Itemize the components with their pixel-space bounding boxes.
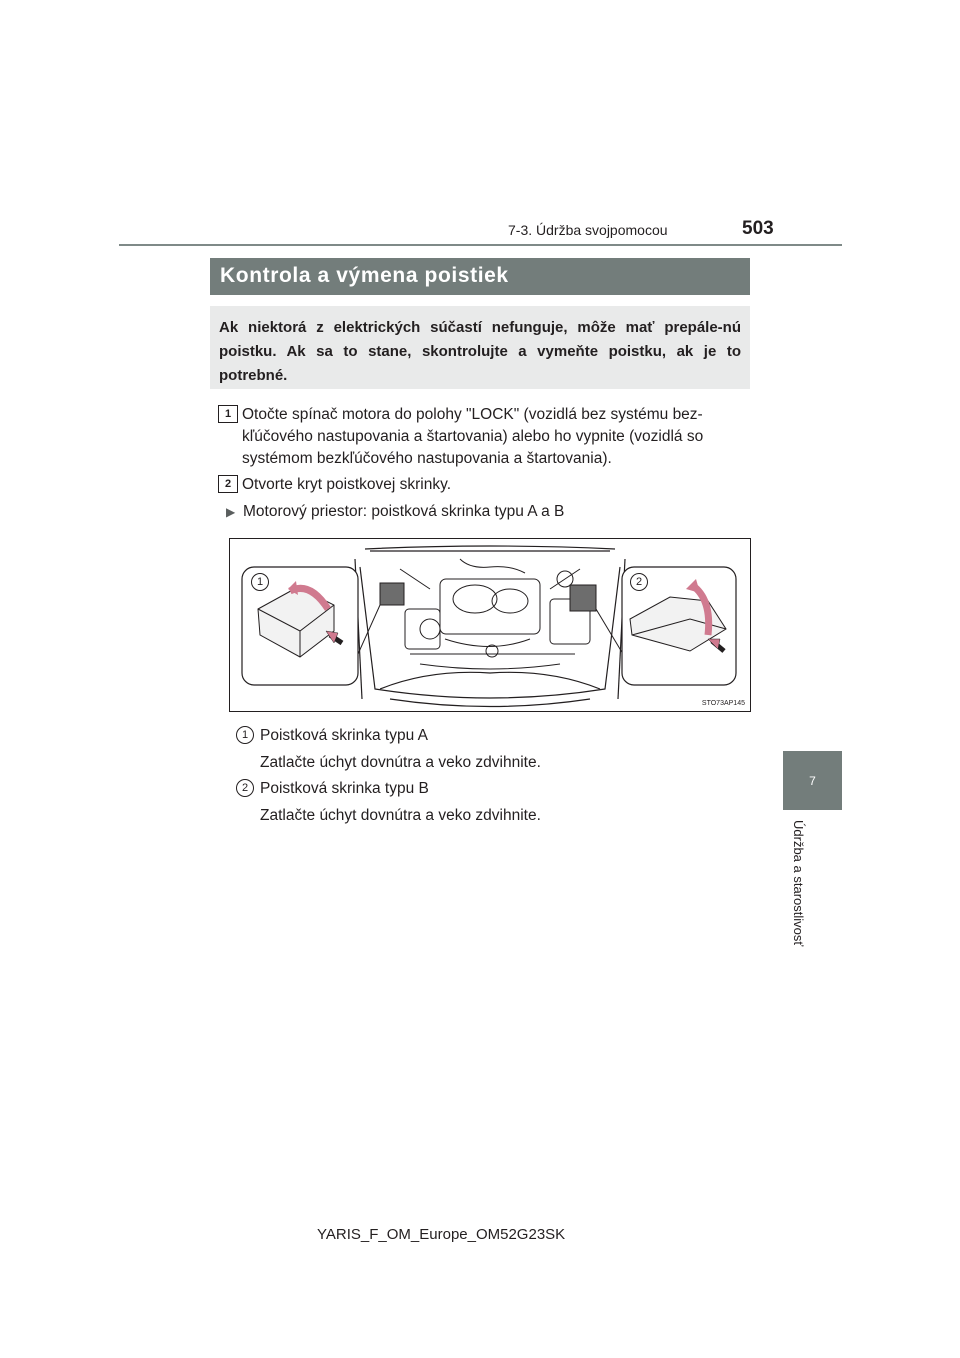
- step-2-text: Otvorte kryt poistkovej skrinky.: [242, 476, 452, 493]
- callout-2-description: Zatlačte úchyt dovnútra a veko zdvihnite.: [260, 807, 541, 824]
- callout-1-description: Zatlačte úchyt dovnútra a veko zdvihnite.: [260, 754, 541, 771]
- footer-model-code: YARIS_F_OM_Europe_OM52G23SK: [317, 1226, 566, 1243]
- callout-number-2: 2: [236, 779, 254, 797]
- chapter-number: 7: [809, 773, 816, 788]
- step-1-line: systémom bezkľúčového nastupovania a štartovania).: [242, 450, 612, 467]
- intro-box: [210, 306, 750, 389]
- step-badge-1: 1: [218, 405, 238, 423]
- chapter-tab: [783, 751, 842, 810]
- figure-code: STO73AP145: [701, 700, 745, 707]
- engine-bay-illustration: [229, 538, 751, 712]
- chapter-title: [783, 820, 813, 970]
- step-badge-2: 2: [218, 475, 238, 493]
- chapter-title-text: Údržba a starostlivosť: [791, 820, 806, 947]
- step-1-line: kľúčového nastupovania a štartovania) alebo ho vypnite (vozidlá so: [242, 428, 704, 445]
- page-number: 503: [742, 218, 774, 239]
- bullet-arrow-icon: ▶: [226, 505, 236, 519]
- intro-text: Ak niektorá z elektrických súčastí nefunguje, môže mať prepále-nú poistku. Ak sa to stane, skontrolujte a vymeňte poistku, ak je to potrebné.: [219, 319, 741, 384]
- callout-number-1: 1: [236, 726, 254, 744]
- section-title-bar: [210, 258, 750, 295]
- illustration-callout-2: 2: [630, 573, 648, 591]
- engine-bay-drawing: [230, 539, 750, 711]
- step-1-line: Otočte spínač motora do polohy "LOCK" (vozidlá bez systému bez-: [242, 406, 703, 423]
- step-1-text: [242, 404, 703, 470]
- header-section-title: 7-3. Údržba svojpomocou: [508, 222, 668, 238]
- section-title: Kontrola a výmena poistiek: [220, 264, 509, 287]
- bullet-text: Motorový priestor: poistková skrinka typu A a B: [243, 503, 565, 520]
- callout-2-title: Poistková skrinka typu B: [260, 780, 429, 797]
- callout-1-title: Poistková skrinka typu A: [260, 727, 428, 744]
- header-divider: [119, 244, 842, 246]
- illustration-callout-1: 1: [251, 573, 269, 591]
